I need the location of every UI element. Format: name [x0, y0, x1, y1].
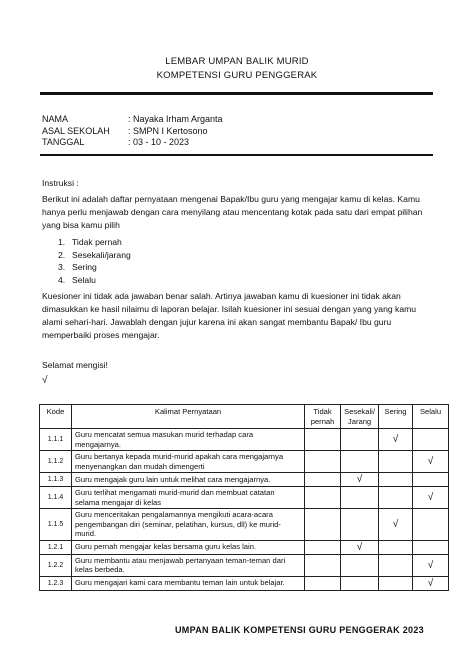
table-row	[40, 487, 449, 509]
row-statement: Guru membantu atau menjawab pertanyaan teman-teman dari kelas berbeda.	[71, 554, 304, 576]
instructions-heading: Instruksi :	[42, 178, 79, 188]
row-statement: Guru mengajari kami cara membantu teman lain untuk belajar.	[71, 576, 304, 590]
closing-text: Selamat mengisi!	[42, 360, 108, 370]
checkbox-sering[interactable]	[379, 487, 413, 509]
row-statement: Guru pernah mengajar kelas bersama guru kelas lain.	[71, 540, 304, 554]
table-row	[40, 576, 449, 590]
checkbox-sesekali[interactable]	[341, 429, 379, 451]
feedback-table	[39, 404, 449, 591]
answer-options-list	[58, 236, 131, 286]
checkbox-tidak-pernah[interactable]	[305, 487, 341, 509]
header-tidak-pernah: Tidak pernah	[305, 405, 341, 429]
checkbox-tidak-pernah[interactable]	[305, 473, 341, 487]
row-statement: Guru mencatat semua masukan murid terhadap cara mengajarnya.	[71, 429, 304, 451]
checkbox-sesekali[interactable]: √	[341, 540, 379, 554]
answer-option: 2. Sesekali/jarang	[58, 249, 131, 260]
table-row	[40, 509, 449, 541]
table-row	[40, 554, 449, 576]
checkbox-selalu[interactable]	[413, 429, 449, 451]
info-value: : Nayaka Irham Arganta	[128, 114, 223, 124]
row-statement: Guru bertanya kepada murid-murid apakah cara mengajarnya menyenangkan dan mudah dimengerti	[71, 451, 304, 473]
checkbox-selalu[interactable]: √	[413, 576, 449, 590]
checkbox-tidak-pernah[interactable]	[305, 554, 341, 576]
row-code: 1.2.2	[40, 554, 72, 576]
info-row-school	[42, 126, 223, 138]
checkbox-selalu[interactable]	[413, 473, 449, 487]
disclaimer-paragraph: Kuesioner ini tidak ada jawaban benar salah. Artinya jawaban kamu di kuesioner ini tidak akan dimasukkan ke hasil nilaimu di laporan belajar. Isilah kuesioner ini sesuai dengan yang yang kamu alami sehari-hari. Jawablah dengan jujur karena ini akan sangat membantu Bapak/ Ibu guru memperbaiki proses mengajar.	[42, 291, 417, 340]
header-kode: Kode	[40, 405, 72, 429]
check-mark-sample: √	[42, 375, 48, 386]
checkbox-tidak-pernah[interactable]	[305, 509, 341, 541]
checkbox-sesekali[interactable]	[341, 554, 379, 576]
table-header-row	[40, 405, 449, 429]
row-code: 1.2.3	[40, 576, 72, 590]
table-row	[40, 451, 449, 473]
checkbox-selalu[interactable]	[413, 540, 449, 554]
checkbox-tidak-pernah[interactable]	[305, 540, 341, 554]
student-info	[42, 114, 223, 149]
info-row-date	[42, 137, 223, 149]
info-value: : SMPN I Kertosono	[128, 125, 208, 136]
answer-option: 1. Tidak pernah	[58, 237, 122, 247]
checkbox-selalu[interactable]: √	[413, 487, 449, 509]
row-statement: Guru menceritakan pengalamannya mengikuti acara-acara pengembangan diri (seminar, pelatihan, kursus, dll) ke murid-murid.	[71, 509, 304, 541]
checkbox-sering[interactable]: √	[379, 429, 413, 451]
checkbox-sering[interactable]	[379, 473, 413, 487]
checkbox-selalu[interactable]: √	[413, 451, 449, 473]
row-statement: Guru terlihat mengamati murid-murid dan membuat catatan selama mengajar di kelas	[71, 487, 304, 509]
checkbox-tidak-pernah[interactable]	[305, 429, 341, 451]
header-sesekali: Sesekali/ Jarang	[341, 405, 379, 429]
row-code: 1.1.1	[40, 429, 72, 451]
checkbox-tidak-pernah[interactable]	[305, 576, 341, 590]
checkbox-sesekali[interactable]	[341, 451, 379, 473]
checkbox-sesekali[interactable]	[341, 576, 379, 590]
info-row-name	[42, 114, 223, 126]
row-code: 1.1.5	[40, 509, 72, 541]
checkbox-tidak-pernah[interactable]	[305, 451, 341, 473]
answer-option: 3. Sering	[58, 262, 97, 272]
row-code: 1.2.1	[40, 540, 72, 554]
table-row	[40, 429, 449, 451]
table-row	[40, 473, 449, 487]
top-divider	[40, 92, 433, 95]
instructions-paragraph: Berikut ini adalah daftar pernyataan mengenai Bapak/Ibu guru yang mengajar kamu di kelas. Kamu hanya perlu menjawab dengan cara menyilang atau mencentang kotak pada satu dari empat pilihan yang bisa kamu pilih	[42, 194, 423, 230]
checkbox-sering[interactable]	[379, 540, 413, 554]
checkbox-selalu[interactable]	[413, 509, 449, 541]
info-label: TANGGAL	[42, 137, 85, 147]
row-code: 1.1.3	[40, 473, 72, 487]
row-code: 1.1.2	[40, 451, 72, 473]
checkbox-sesekali[interactable]	[341, 509, 379, 541]
answer-option: 4. Selalu	[58, 274, 96, 285]
checkbox-sering[interactable]	[379, 554, 413, 576]
checkbox-sering[interactable]	[379, 451, 413, 473]
checkbox-sering[interactable]	[379, 576, 413, 590]
info-value: : 03 - 10 - 2023	[128, 137, 190, 147]
checkbox-sesekali[interactable]	[341, 487, 379, 509]
document-title-line1: LEMBAR UMPAN BALIK MURID	[165, 56, 309, 67]
row-statement: Guru mengajak guru lain untuk melihat cara mengajarnya.	[71, 473, 304, 487]
checkbox-selalu[interactable]: √	[413, 554, 449, 576]
table-row	[40, 540, 449, 554]
header-statement: Kalimat Pernyataan	[71, 405, 304, 429]
info-label: ASAL SEKOLAH	[42, 125, 110, 136]
row-code: 1.1.4	[40, 487, 72, 509]
checkbox-sesekali[interactable]: √	[341, 473, 379, 487]
checkbox-sering[interactable]: √	[379, 509, 413, 541]
info-label: NAMA	[42, 114, 69, 124]
header-sering: Sering	[379, 405, 413, 429]
info-divider	[40, 154, 433, 156]
page-footer: UMPAN BALIK KOMPETENSI GURU PENGGERAK 2023	[175, 625, 424, 635]
header-selalu: Selalu	[413, 405, 449, 429]
document-title-line2: KOMPETENSI GURU PENGGERAK	[156, 70, 318, 81]
